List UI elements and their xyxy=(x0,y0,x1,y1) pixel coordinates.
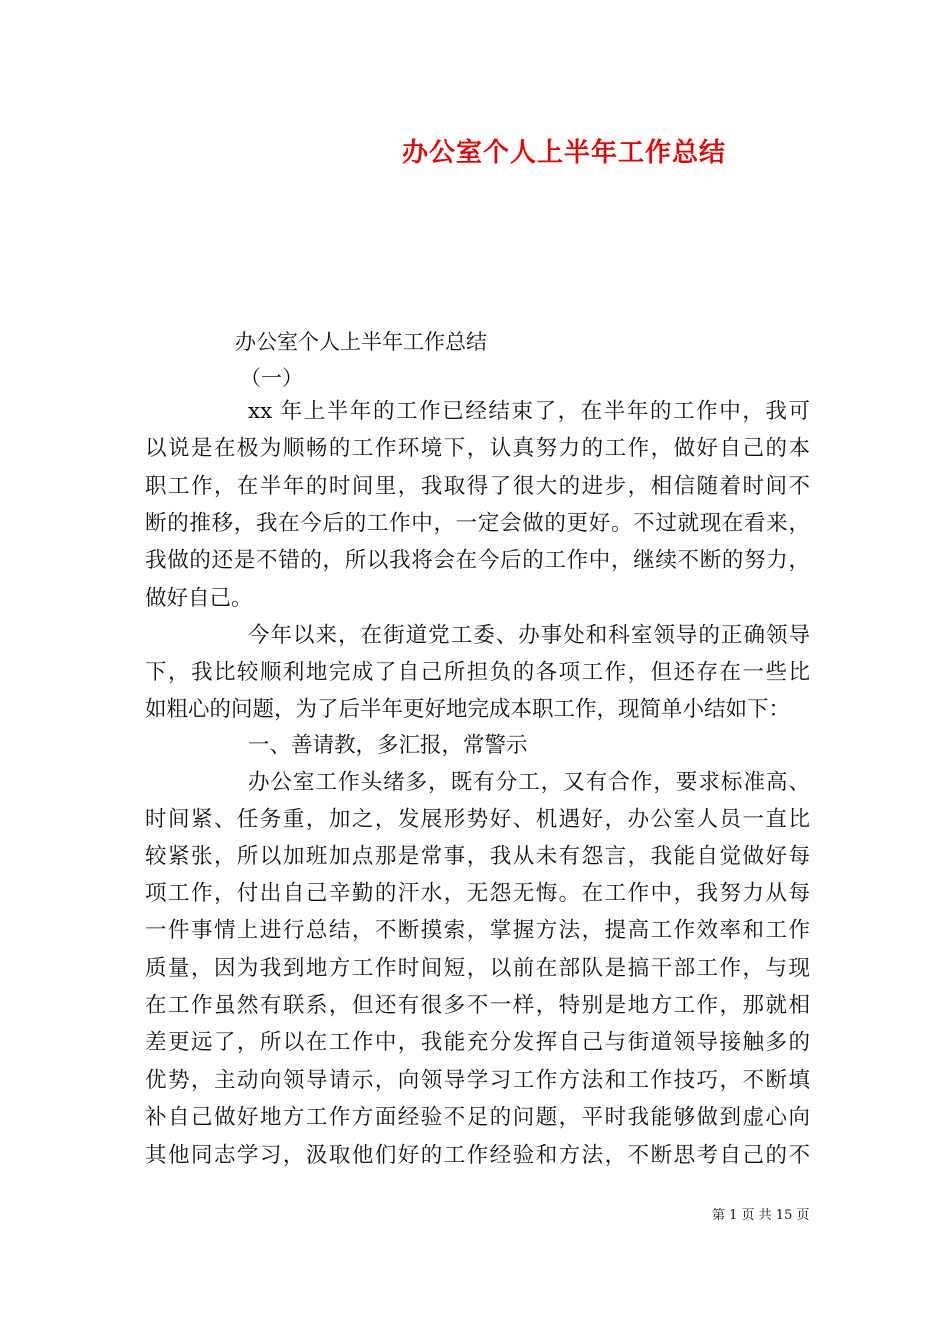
text-line: 差更远了，所以在工作中，我能充分发挥自己与街道领导接触多的 xyxy=(145,1030,810,1055)
text-line: 一、善请教，多汇报，常警示 xyxy=(248,733,528,758)
text-line: 办公室工作头绪多，既有分工，又有合作，要求标准高、 xyxy=(248,770,810,795)
text-line: 以说是在极为顺畅的工作环境下，认真努力的工作，做好自己的本 xyxy=(145,436,810,461)
document-title: 办公室个人上半年工作总结 xyxy=(401,138,726,168)
text-line: 下，我比较顺利地完成了自己所担负的各项工作，但还存在一些比 xyxy=(145,660,810,685)
text-line: 补自己做好地方工作方面经验不足的问题，平时我能够做到虚心向 xyxy=(145,1105,810,1130)
text-line: 如粗心的问题，为了后半年更好地完成本职工作，现简单小结如下： xyxy=(145,697,791,722)
section-mark: （一） xyxy=(240,366,303,390)
text-line: 优势，主动向领导请示，向领导学习工作方法和工作技巧，不断填 xyxy=(145,1068,810,1093)
page-footer: 第 1 页 共 15 页 xyxy=(712,1208,810,1223)
text-line: 我做的还是不错的，所以我将会在今后的工作中，继续不断的努力， xyxy=(145,548,810,573)
text-line: 项工作，付出自己辛勤的汗水，无怨无悔。在工作中，我努力从每 xyxy=(145,881,810,906)
text-line: 质量，因为我到地方工作时间短，以前在部队是搞干部工作，与现 xyxy=(145,956,810,981)
text-line: 在工作虽然有联系，但还有很多不一样，特别是地方工作，那就相 xyxy=(145,993,810,1018)
text-line: 今年以来，在街道党工委、办事处和科室领导的正确领导 xyxy=(248,623,810,648)
text-line: 断的推移，我在今后的工作中，一定会做的更好。不过就现在看来， xyxy=(145,511,810,536)
document-subtitle: 办公室个人上半年工作总结 xyxy=(235,330,487,354)
text-line: 时间紧、任务重，加之，发展形势好、机遇好，办公室人员一直比 xyxy=(145,807,810,832)
text-line: 其他同志学习，汲取他们好的工作经验和方法，不断思考自己的不 xyxy=(145,1143,810,1168)
text-line: 一件事情上进行总结，不断摸索，掌握方法，提高工作效率和工作 xyxy=(145,918,810,943)
text-line: 较紧张，所以加班加点那是常事，我从未有怨言，我能自觉做好每 xyxy=(145,844,810,869)
text-line: xx 年上半年的工作已经结束了，在半年的工作中，我可 xyxy=(248,399,810,424)
text-line: 做好自己。 xyxy=(145,586,253,611)
text-line: 职工作，在半年的时间里，我取得了很大的进步，相信随着时间不 xyxy=(145,474,810,499)
